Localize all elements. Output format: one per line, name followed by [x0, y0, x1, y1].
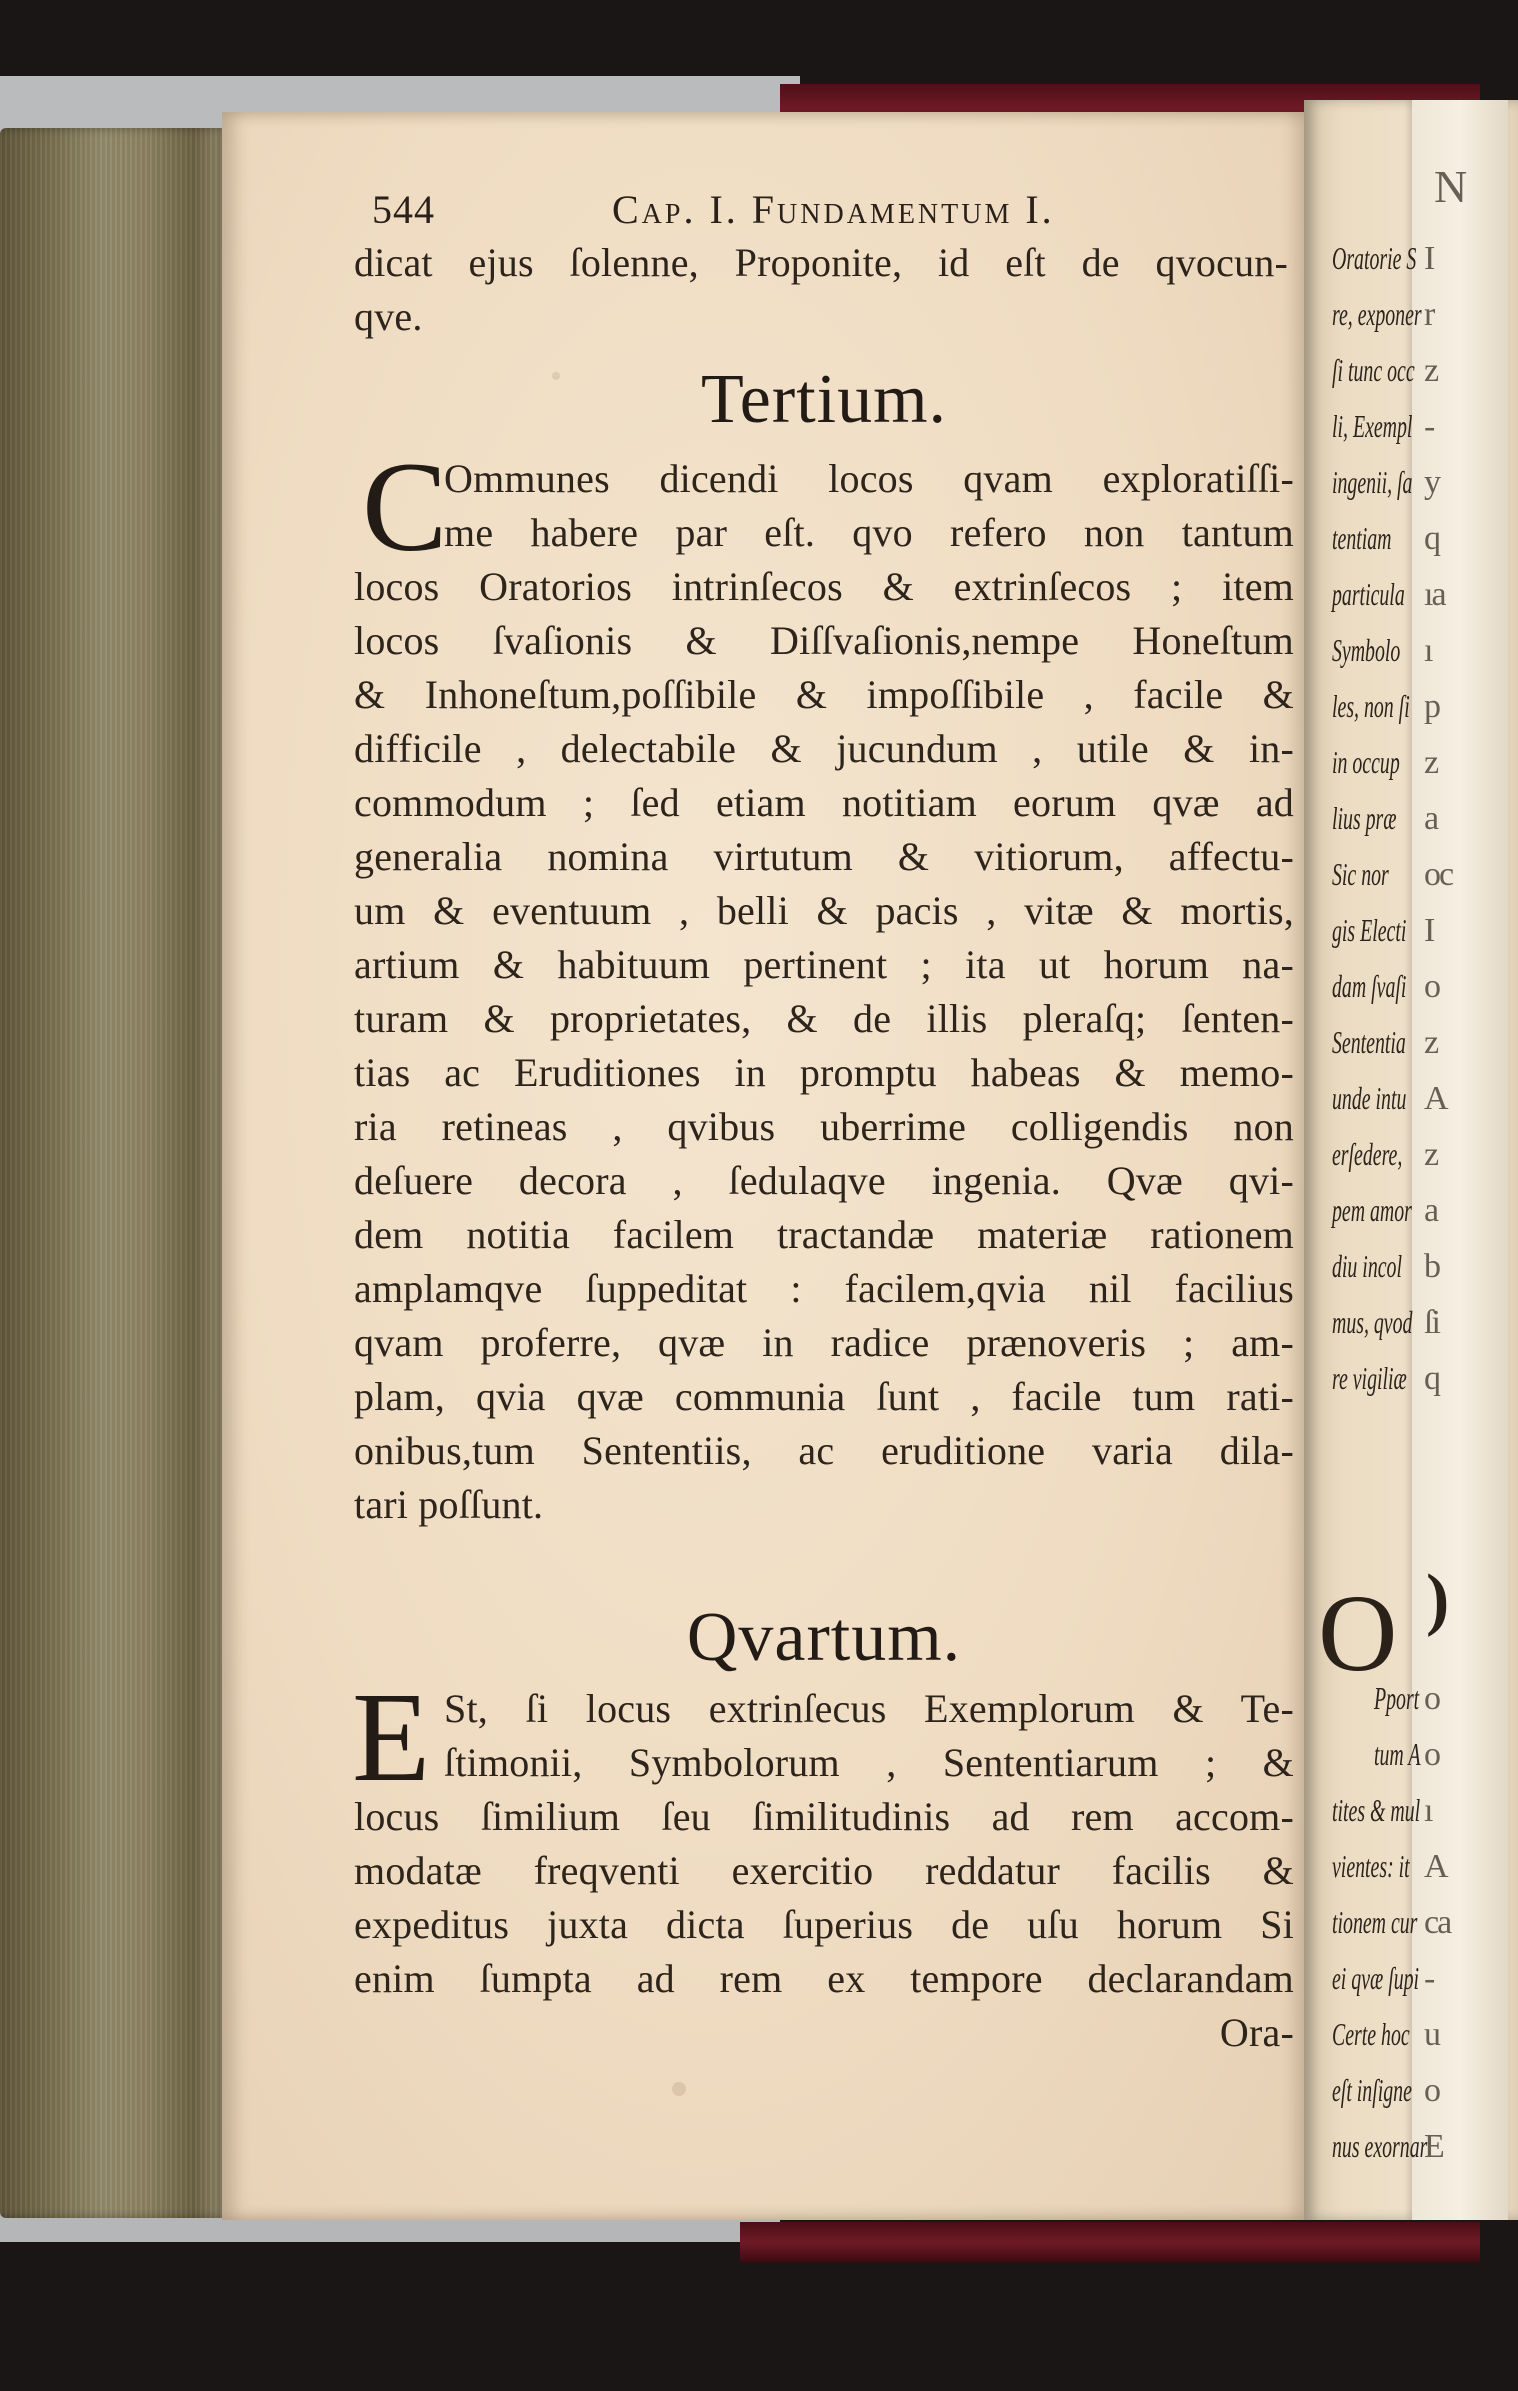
text-line: locus ſimilium ſeu ſimilitudinis ad rem accom- [354, 1794, 1294, 1839]
text-line: modatæ freqventi exercitio reddatur facilis & [354, 1848, 1294, 1893]
text-line: qve. [354, 294, 423, 339]
facing-page-line: Sententia [1332, 1024, 1406, 1060]
facing-page-mark: z [1424, 1136, 1438, 1173]
section-tertium-lines [354, 560, 1294, 1532]
facing-page-mark: oc [1424, 856, 1453, 893]
running-title: Cap. I. Fundamentum I. [612, 187, 1055, 232]
facing-page-mark: a [1424, 800, 1438, 837]
facing-page-mark: z [1424, 1024, 1438, 1061]
text-line: um & eventuum , belli & pacis , vitæ & mortis, [354, 888, 1294, 933]
facing-page-mark: E [1424, 2128, 1443, 2165]
facing-page-line: particula [1332, 576, 1405, 612]
text-line: enim ſumpta ad rem ex tempore declarandam [354, 1956, 1294, 2001]
text-line: deſuere decora , ſedulaqve ingenia. Qvæ qvi- [354, 1158, 1294, 1203]
facing-page-mark: o [1424, 968, 1439, 1005]
facing-page-line: lius præ [1332, 800, 1397, 836]
text-line: dem notitia facilem tractandæ materiæ rationem [354, 1212, 1294, 1257]
facing-page-line: Symbolo [1332, 632, 1401, 668]
facing-page-mark: b [1424, 1248, 1439, 1285]
facing-page-mark: o [1424, 2072, 1439, 2109]
facing-page [1304, 100, 1518, 2220]
facing-page-line: erſedere, [1332, 1136, 1403, 1172]
book-cover-bottom [740, 2222, 1480, 2262]
text-line: Ommunes dicendi locos qvam exploratiſſi- [444, 456, 1294, 501]
text-line: qvam proferre, qvæ in radice prænoveris ; am- [354, 1320, 1294, 1365]
page-stain [672, 2082, 686, 2096]
facing-page-line: diu incol [1332, 1248, 1402, 1284]
page-number: 544 [372, 187, 435, 232]
facing-page-line: les, non ſi [1332, 688, 1410, 724]
running-head [372, 186, 1292, 236]
drop-cap: C [362, 436, 448, 578]
text-line: commodum ; ſed etiam notitiam eorum qvæ ad [354, 780, 1294, 825]
facing-page-line: in occup [1332, 744, 1400, 780]
intro-text [354, 236, 1288, 344]
section-qvartum-lines [354, 1790, 1294, 2006]
text-line: artium & habituum pertinent ; ita ut horum na- [354, 942, 1294, 987]
facing-page-mark: p [1424, 688, 1439, 725]
facing-page-line: ei qvæ ſupi [1332, 1960, 1420, 1996]
section-qvartum-text [352, 1666, 1294, 2060]
facing-page-drop-cap: O [1318, 1572, 1398, 1694]
facing-page-line: dam ſvaſi [1332, 968, 1407, 1004]
facing-page-line: gis Electi [1332, 912, 1407, 948]
facing-page-line: li, Exempl [1332, 408, 1413, 444]
text-line: tias ac Eruditiones in promptu habeas & memo- [354, 1050, 1294, 1095]
text-line: & Inhoneſtum,poſſibile & impoſſibile , facile & [354, 672, 1294, 717]
facing-page-line: ingenii, ſa [1332, 464, 1413, 500]
text-line: expeditus juxta dicta ſuperius de uſu horum Si [354, 1902, 1294, 1947]
facing-page-line: ſi tunc occ [1332, 352, 1415, 388]
text-line: difficile , delectabile & jucundum , utile & in- [354, 726, 1294, 771]
facing-page-mark: q [1424, 520, 1439, 557]
facing-page-mark: I [1424, 912, 1434, 949]
facing-page-line: mus, qvod [1332, 1304, 1413, 1340]
facing-page-line: Oratorie S [1332, 240, 1417, 276]
facing-page-mark: y [1424, 464, 1439, 501]
facing-page-line: re, exponer [1332, 296, 1422, 332]
text-line: locos Oratorios intrinſecos & extrinſecos ; item [354, 564, 1294, 609]
facing-page-mark: z [1424, 352, 1438, 389]
facing-page-line: tentiam [1332, 520, 1392, 556]
facing-page-line: eſt inſigne [1332, 2072, 1412, 2108]
facing-page-line: tionem cur [1332, 1904, 1418, 1940]
facing-page-line: nus exornar [1332, 2128, 1428, 2164]
facing-page-line: tites & mul [1332, 1792, 1421, 1828]
facing-page-mark: ) [1426, 1561, 1450, 1638]
facing-page-mark: ıa [1424, 576, 1445, 613]
text-line: amplamqve ſuppeditat : facilem,qvia nil facilius [354, 1266, 1294, 1311]
facing-page-mark: z [1424, 744, 1438, 781]
page-edges [0, 128, 228, 2218]
facing-page-mark: A [1424, 1848, 1447, 1885]
facing-page-mark: ı [1424, 1792, 1432, 1829]
section-heading-qvartum: Qvartum. [686, 1599, 962, 1676]
facing-page-line: pem amor [1332, 1192, 1412, 1228]
text-line: generalia nomina virtutum & vitiorum, affectu- [354, 834, 1294, 879]
facing-page-mark: q [1424, 1360, 1439, 1397]
text-line: plam, qvia qvæ communia ſunt , facile tum rati- [354, 1374, 1294, 1419]
facing-page-mark: - [1424, 408, 1434, 445]
facing-page-mark: o [1424, 1680, 1439, 1717]
facing-page-line: Sic nor [1332, 856, 1389, 892]
text-line: St, ſi locus extrinſecus Exemplorum & Te- [444, 1686, 1294, 1731]
section-tertium-text [354, 436, 1294, 1532]
text-line: ſtimonii, Symbolorum , Sententiarum ; & [444, 1740, 1294, 1785]
facing-page-mark: ca [1424, 1904, 1451, 1941]
text-line: tari poſſunt. [354, 1482, 544, 1527]
facing-page-mark: a [1424, 1192, 1438, 1229]
section-heading-tertium: Tertium. [700, 361, 948, 438]
drop-cap: E [352, 1666, 431, 1808]
facing-page-mark: A [1424, 1080, 1447, 1117]
facing-page-line: tum A [1374, 1736, 1421, 1772]
text-line: ria retineas , qvibus uberrime colligendis non [354, 1104, 1294, 1149]
text-line: dicat ejus ſolenne, Proponite, id eſt de qvocun- [354, 240, 1288, 285]
facing-page-mark: ı [1424, 632, 1432, 669]
text-line: onibus,tum Sententiis, ac eruditione varia dila- [354, 1428, 1294, 1473]
facing-page-line: vientes: it [1332, 1848, 1410, 1884]
facing-page-line: Certe hoc [1332, 2016, 1410, 2052]
facing-page-line: re vigiliæ [1332, 1360, 1407, 1396]
facing-page-line: unde intu [1332, 1080, 1407, 1116]
facing-page-mark: u [1424, 2016, 1439, 2053]
catchword: Ora- [1219, 2010, 1294, 2055]
facing-page-mark: o [1424, 1736, 1439, 1773]
facing-page-mark: I [1424, 240, 1434, 277]
text-line: locos ſvaſionis & Diſſvaſionis,nempe Honeſtum [354, 618, 1294, 663]
text-line: me habere par eſt. qvo refero non tantum [444, 510, 1294, 555]
facing-page-mark: r [1424, 296, 1434, 333]
facing-page-mark: - [1424, 1960, 1434, 1997]
text-line: turam & proprietates, & de illis pleraſq; ſenten- [354, 996, 1294, 1041]
facing-page-corner-mark: N [1434, 161, 1466, 212]
facing-page-mark: ſi [1424, 1304, 1439, 1341]
facing-page-line: Pport [1374, 1680, 1420, 1716]
